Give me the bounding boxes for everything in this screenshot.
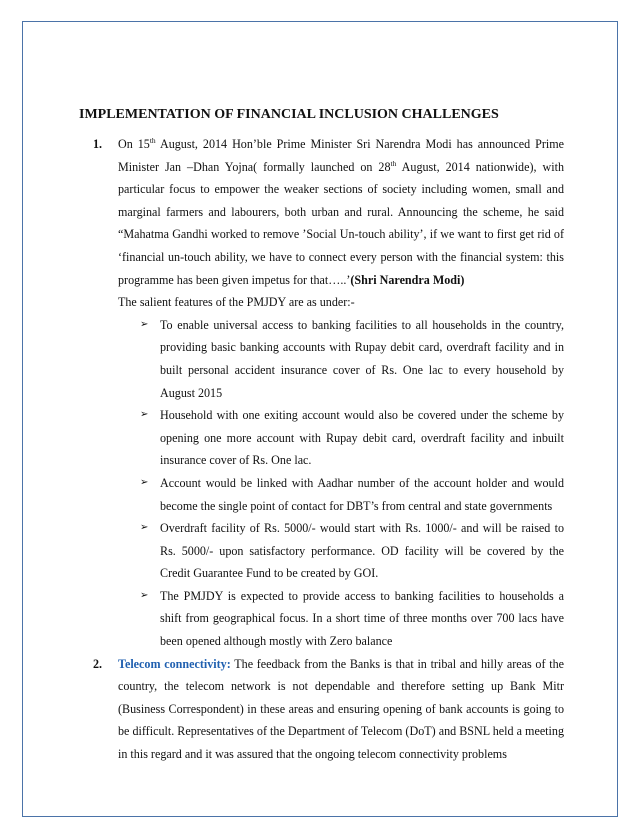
list-item [118,314,564,404]
list-item-text: Household with one exiting account would also be covered under the scheme by opening one more account with Rupay debit card, overdraft facility and inbuilt insurance cover of Rs. One lac. [160,408,564,468]
paragraph-text: The feedback from the Banks is that in tribal and hilly areas of the country, the telecom network is not dependable and therefore setting up Bank Mitr (Business Correspondent) in these areas and ensuring opening of bank accounts is going to be difficult. Representatives of the Department of Telecom (DoT) and BSNL held a meeting in this regard and it was assured that the ongoing telecom connectivity problems [118,656,564,762]
arrow-bullet-icon: ➢ [140,409,149,421]
superscript: th [149,136,156,145]
paragraph-text: August, 2014 Hon’ble Prime Minister Sri Narendra Modi has announced Prime Minister Jan –Dhan Yojna( formally launched on 28 [118,137,564,174]
numbered-item-2 [77,653,564,766]
list-item-text: Overdraft facility of Rs. 5000/- would start with Rs. 1000/- and will be raised to Rs. 5000/- upon satisfactory performance. OD facility will be covered by the Credit Guarantee Fund to be created by GOI. [160,521,564,581]
item-number: 1. [93,137,103,151]
superscript: th [390,158,397,168]
numbered-item-1 [77,133,564,653]
arrow-bullet-icon: ➢ [140,476,149,488]
list-item [118,404,564,472]
section-heading: Telecom connectivity: [118,656,231,671]
arrow-bullet-icon: ➢ [140,589,149,601]
arrow-bullet-icon: ➢ [140,318,149,330]
list-item-text: The PMJDY is expected to provide access to banking facilities to households a shift from geographical focus. In a short time of three months over 700 lacs have been opened although mostly with Zero balance [160,588,564,649]
paragraph-text: August, 2014 nationwide), with particular focus to empower the weaker sections of society including women, small and marginal farmers and labourers, both urban and rural. Announcing the scheme, he said “Mahatma Gandhi worked to remove ’Social Un-touch ability’, if we want to first get rid of ‘financial un-touch ability, we have to connect every person with the financial system: this programme has been given impetus for that…..’ [118,159,564,287]
list-item [118,517,564,585]
item-paragraph [118,133,564,291]
page-title: IMPLEMENTATION OF FINANCIAL INCLUSION CHALLENGES [79,107,499,122]
item-paragraph [118,653,564,766]
list-item [118,472,564,517]
list-item [118,585,564,653]
item-number: 2. [93,656,103,671]
features-list [118,314,564,653]
paragraph-text: On 15 [118,137,150,151]
list-item-text: To enable universal access to banking facilities to all households in the country, providing basic banking accounts with Rupay debit card, overdraft facility and in built personal accident insurance cover of Rs. One lac to every household by August 2015 [160,317,564,400]
features-intro: The salient features of the PMJDY are as under:- [118,295,355,310]
list-item-text: Account would be linked with Aadhar number of the account holder and would become the single point of contact for DBT’s from central and state governments [160,475,564,513]
arrow-bullet-icon: ➢ [140,522,149,534]
quote-author: (Shri Narendra Modi) [350,272,465,287]
document-body [77,105,564,766]
